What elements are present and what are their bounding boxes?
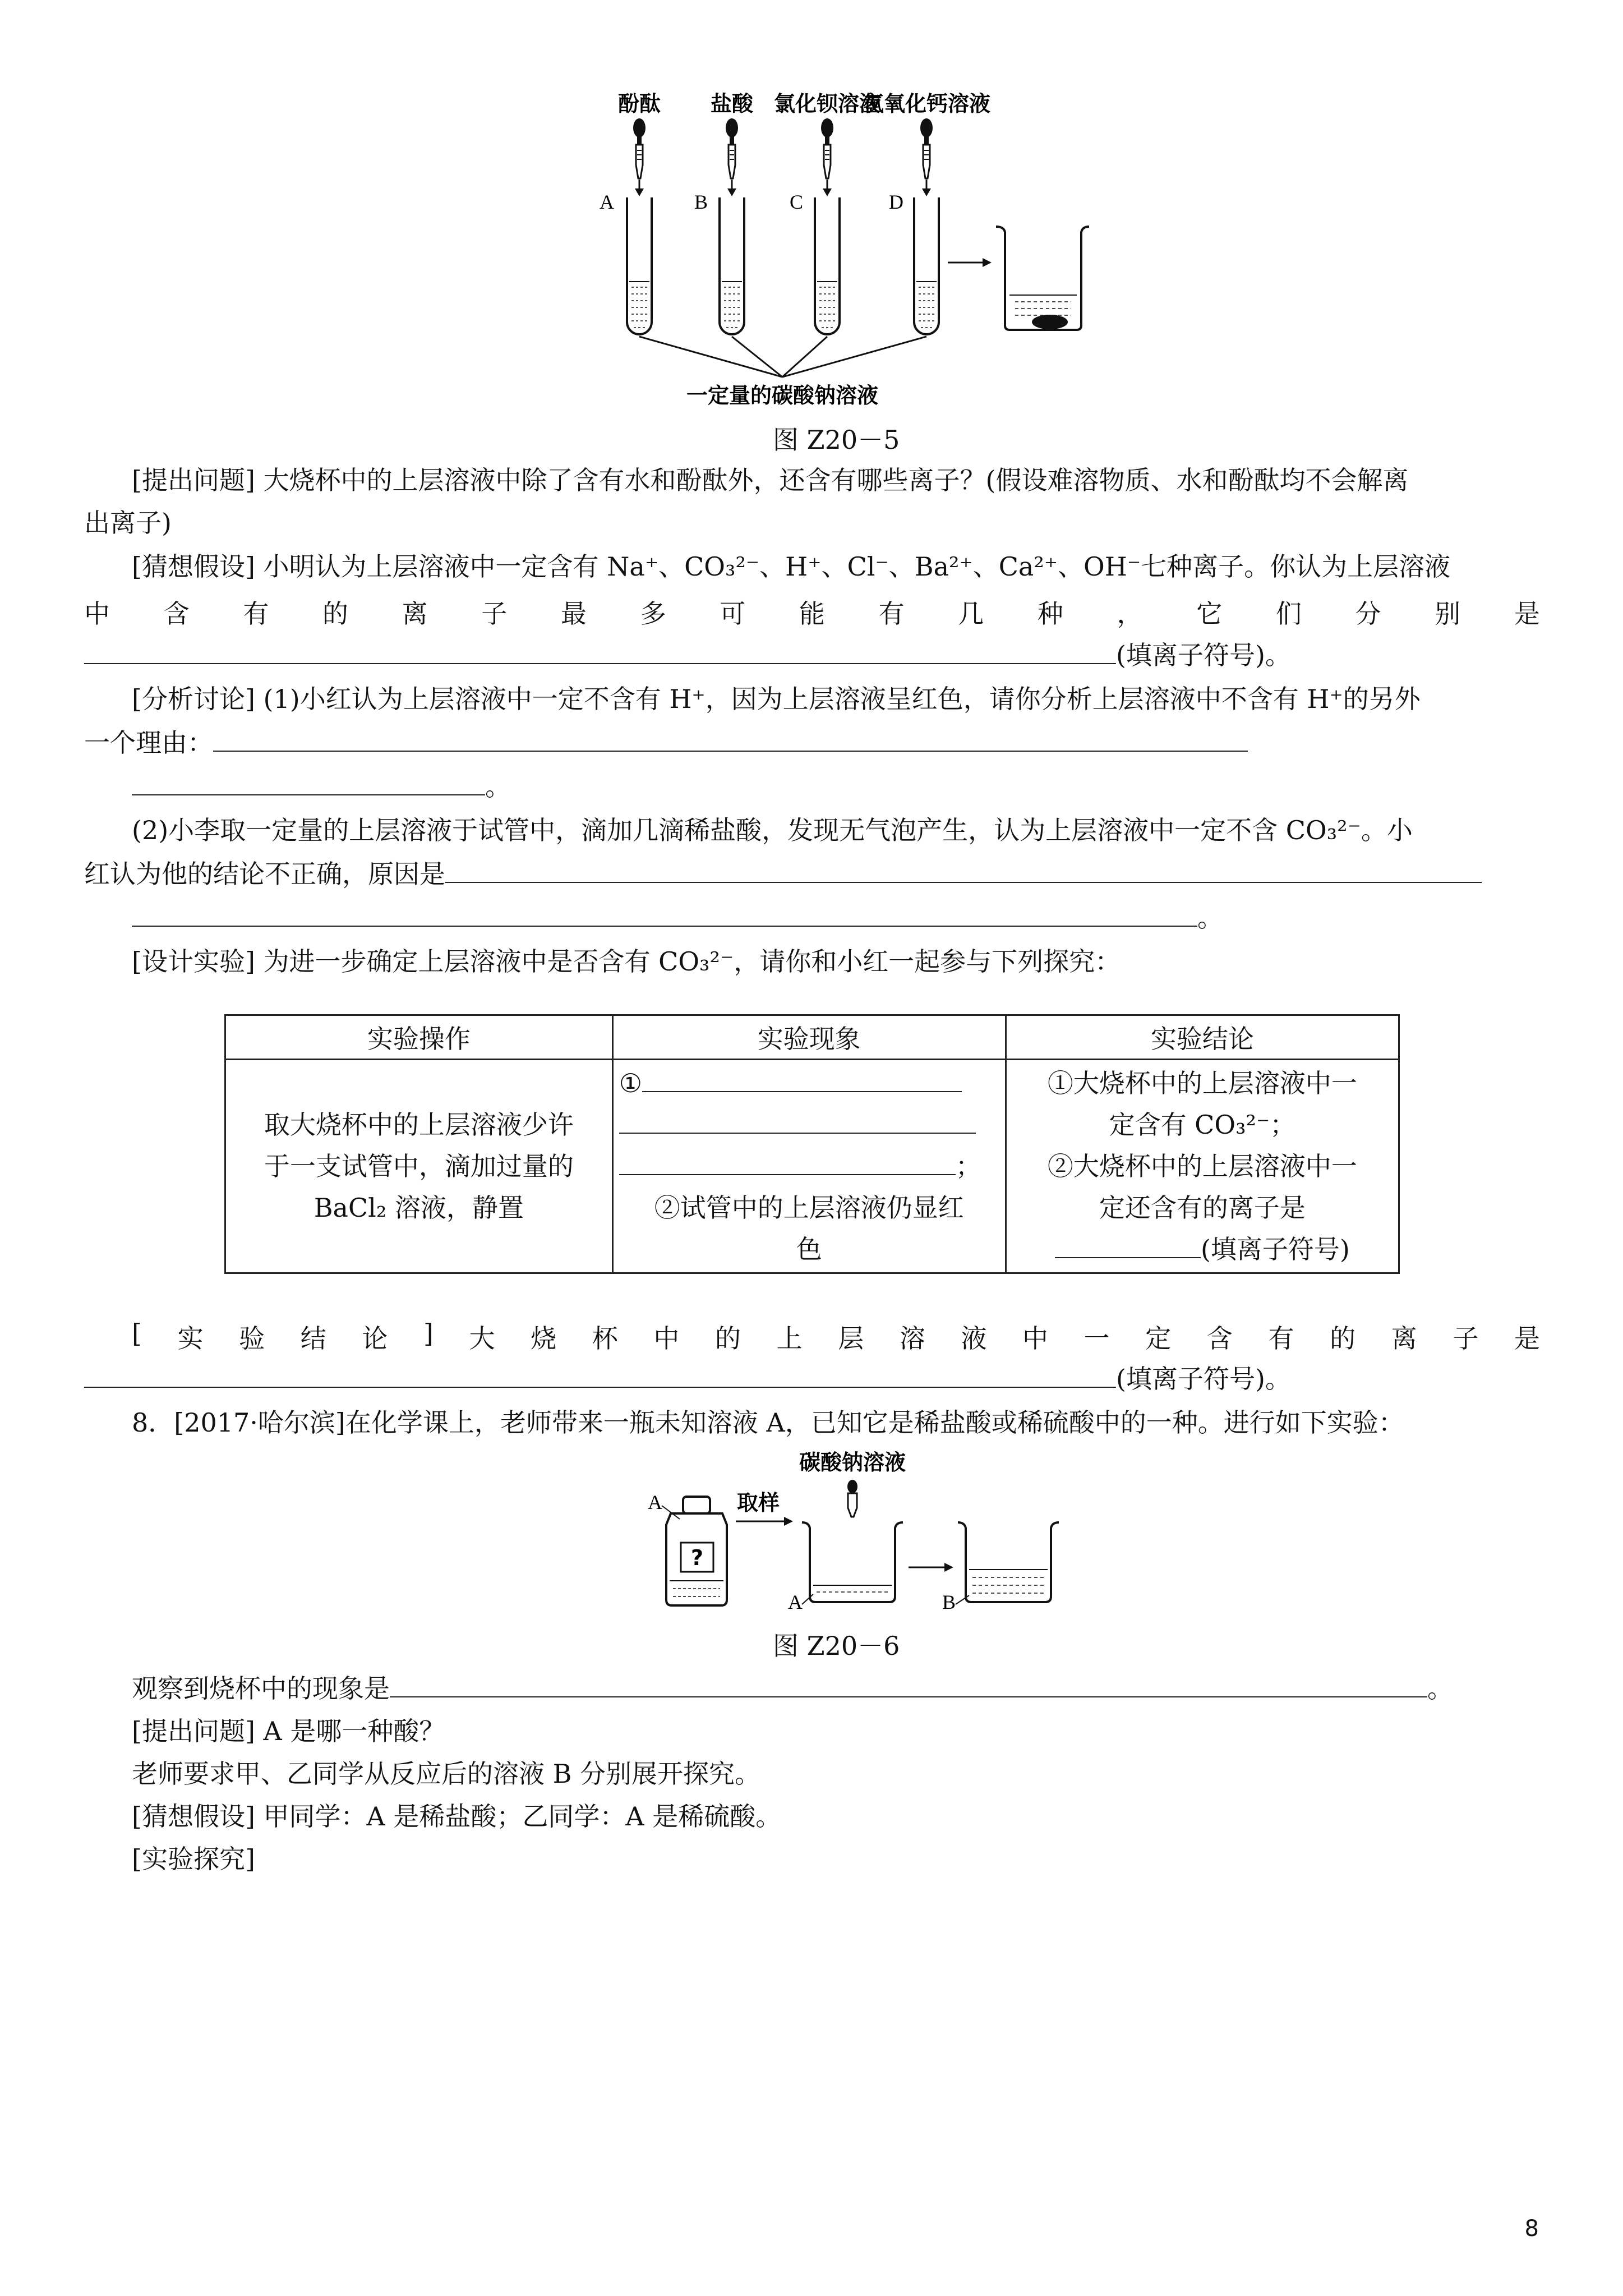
table-header-row xyxy=(225,1015,1399,1060)
conclusion-char: 子 xyxy=(1453,1323,1479,1354)
conclusion-char: [ xyxy=(132,1318,142,1349)
answer-blank-phenomenon[interactable] xyxy=(619,1108,976,1134)
conclusion-char: 是 xyxy=(1514,1323,1540,1354)
conclusion-line: 定还含有的离子是 xyxy=(1099,1193,1306,1223)
conclusion-char: 中 xyxy=(1022,1323,1049,1354)
guess-line-2 xyxy=(84,593,1540,631)
conclusion-char: 杯 xyxy=(592,1323,618,1354)
guess-char: 们 xyxy=(1275,599,1302,629)
dropper-icon xyxy=(821,118,833,196)
tube-label-c: C xyxy=(789,191,804,213)
label-phenolphthalein: 酚酞 xyxy=(617,91,661,116)
conclusion-line-2 xyxy=(84,1362,1291,1396)
guess-title: [猜想假设] xyxy=(132,551,255,582)
conclusion-char: 上 xyxy=(776,1323,803,1354)
conclusion-char: 论 xyxy=(362,1323,388,1354)
guess-char: 别 xyxy=(1435,599,1461,629)
conclusion-char: 有 xyxy=(1268,1323,1294,1354)
figure-z20-5 xyxy=(0,0,1623,426)
dropper-icon xyxy=(920,118,933,196)
guess-char: 的 xyxy=(322,599,348,629)
analysis-line-6 xyxy=(132,901,1223,935)
conclusion-char: 烧 xyxy=(531,1323,557,1354)
guess-line-1 xyxy=(132,550,1450,583)
dropper-icon xyxy=(633,118,645,196)
label-bottle-a: A xyxy=(648,1491,662,1513)
operation-line: 取大烧杯中的上层溶液少许 xyxy=(264,1110,574,1140)
experiment-table xyxy=(224,1014,1400,1274)
test-tube-d xyxy=(914,197,939,334)
guess-char: 分 xyxy=(1355,599,1381,629)
answer-blank-reason-1[interactable] xyxy=(213,726,1248,752)
conclusion-line: ②大烧杯中的上层溶液中一 xyxy=(1047,1151,1357,1181)
ask-text: 大烧杯中的上层溶液中除了含有水和酚酞外，还含有哪些离子？(假设难溶物质、水和酚酞均不会解离 xyxy=(263,465,1409,495)
test-tube-c xyxy=(815,197,840,334)
observe-text: 观察到烧杯中的现象是 xyxy=(132,1673,390,1704)
guess-char: 种 xyxy=(1037,599,1063,629)
header-operation: 实验操作 xyxy=(225,1015,613,1060)
q8-teacher: 老师要求甲、乙同学从反应后的溶液 B 分别展开探究。 xyxy=(132,1759,761,1789)
guess-text: 小明认为上层溶液中一定含有 Na⁺、CO₃²⁻、H⁺、Cl⁻、Ba²⁺、Ca²⁺、OH⁻七种离子。你认为上层溶液 xyxy=(263,551,1451,582)
analysis-text-1b: 一个理由： xyxy=(84,728,213,758)
answer-blank-reason-2b[interactable] xyxy=(132,901,1197,927)
conclusion-char: 结 xyxy=(300,1323,326,1354)
table-row xyxy=(225,1060,1399,1273)
phenomenon-line-3: ； xyxy=(619,1145,999,1187)
answer-blank-reason-1b[interactable] xyxy=(132,770,485,795)
phenomenon-line-1: ① xyxy=(619,1062,999,1104)
conclusion-char: ] xyxy=(423,1318,434,1349)
ask-line-2: 出离子) xyxy=(84,508,172,538)
conclusion-char: 验 xyxy=(239,1323,265,1354)
label-barium-chloride: 氯化钡溶液 xyxy=(773,91,881,116)
analysis-line-1 xyxy=(132,682,1421,716)
tube-label-a: A xyxy=(600,191,614,213)
conclusion-line: (填离子符号) xyxy=(1012,1228,1393,1270)
answer-blank-extra-ion[interactable] xyxy=(1055,1232,1201,1258)
conclusion-line-1 xyxy=(132,1318,1540,1355)
guess-char: 中 xyxy=(84,599,110,629)
conclusion-char: 一 xyxy=(1083,1323,1110,1354)
design-title: [设计实验] xyxy=(132,946,255,977)
period-mark: 。 xyxy=(1197,903,1223,933)
q8-ask: [提出问题] A 是哪一种酸？ xyxy=(132,1716,445,1746)
figure-z20-6 xyxy=(0,1447,1623,1616)
guess-char: 离 xyxy=(402,599,428,629)
page-number: 8 xyxy=(1524,2216,1539,2242)
tube-label-b: B xyxy=(694,191,708,213)
guess-char: 含 xyxy=(163,599,190,629)
guess-char: 它 xyxy=(1196,599,1223,629)
label-question-mark: ? xyxy=(690,1545,704,1570)
analysis-text-2b: 红认为他的结论不正确，原因是 xyxy=(84,859,445,889)
analysis-line-5 xyxy=(84,857,1482,891)
conclusion-char: 离 xyxy=(1391,1323,1417,1354)
bottom-label-sodium-carbonate: 一定量的碳酸钠溶液 xyxy=(686,383,879,408)
beaker-icon xyxy=(958,1522,1059,1602)
test-tube-a xyxy=(627,197,652,334)
conclusion-tail: (填离子符号)。 xyxy=(1116,1364,1291,1394)
observe-line: 观察到烧杯中的现象是 。 xyxy=(132,1672,1453,1705)
ask-line-1 xyxy=(132,463,1408,497)
analysis-line-2 xyxy=(84,726,1248,760)
conclusion-char: 含 xyxy=(1206,1323,1233,1354)
answer-blank-phenomenon[interactable] xyxy=(619,1149,956,1175)
answer-blank-conclusion[interactable] xyxy=(84,1362,1116,1388)
label-hydrochloric-acid: 盐酸 xyxy=(710,91,754,116)
q8-guess: [猜想假设] 甲同学：A 是稀盐酸；乙同学：A 是稀硫酸。 xyxy=(132,1801,782,1832)
label-calcium-hydroxide: 氢氧化钙溶液 xyxy=(862,91,991,116)
cell-phenomenon xyxy=(612,1060,1006,1273)
cell-conclusion xyxy=(1006,1060,1399,1273)
label-reagent: 碳酸钠溶液 xyxy=(799,1450,906,1475)
phenomenon-line-4: ②试管中的上层溶液仍显红 xyxy=(654,1193,964,1223)
label-beaker-a: A xyxy=(788,1591,803,1613)
answer-blank-phenomenon[interactable] xyxy=(642,1066,962,1092)
answer-blank-reason-2[interactable] xyxy=(445,857,1482,883)
phenomenon-line-5: 色 xyxy=(796,1234,822,1264)
conclusion-char: 大 xyxy=(469,1323,495,1354)
header-phenomenon: 实验现象 xyxy=(612,1015,1006,1060)
conclusion-char: 层 xyxy=(838,1323,864,1354)
guess-char: 几 xyxy=(958,599,984,629)
test-tube-b xyxy=(720,197,744,334)
conclusion-char: 中 xyxy=(653,1323,680,1354)
guess-line-3 xyxy=(84,638,1291,672)
q8-intro: 8．[2017·哈尔滨]在化学课上，老师带来一瓶未知溶液 A，已知它是稀盐酸或稀硫酸中的一种。进行如下实验： xyxy=(132,1407,1404,1438)
conclusion-char: 的 xyxy=(715,1323,741,1354)
answer-blank-observation[interactable] xyxy=(390,1672,1427,1697)
operation-line: 于一支试管中，滴加过量的 xyxy=(264,1151,574,1181)
period-mark: 。 xyxy=(485,771,511,802)
conclusion-char: 液 xyxy=(961,1323,987,1354)
q8-explore: [实验探究] xyxy=(132,1844,255,1874)
analysis-text-1: (1)小红认为上层溶液中一定不含有 H⁺，因为上层溶液呈红色，请你分析上层溶液中不含有 H⁺的另外 xyxy=(263,684,1421,714)
conclusion-line: ①大烧杯中的上层溶液中一 xyxy=(1047,1068,1357,1098)
guess-char: 多 xyxy=(640,599,666,629)
design-line xyxy=(132,945,1121,978)
analysis-title: [分析讨论] xyxy=(132,684,255,714)
guess-char: 是 xyxy=(1514,599,1540,629)
answer-blank-ions[interactable] xyxy=(84,638,1116,664)
analysis-line-3 xyxy=(132,770,511,803)
phenomenon-line-2 xyxy=(619,1104,999,1145)
ask-title: [提出问题] xyxy=(132,465,255,495)
operation-line: BaCl₂ 溶液，静置 xyxy=(313,1193,524,1223)
label-beaker-b: B xyxy=(942,1591,956,1613)
design-text: 为进一步确定上层溶液中是否含有 CO₃²⁻，请你和小红一起参与下列探究： xyxy=(263,946,1121,977)
figure-caption-z20-6: 图 Z20－6 xyxy=(773,1631,900,1661)
tube-label-d: D xyxy=(889,191,903,213)
guess-char: 可 xyxy=(720,599,746,629)
guess-char: 最 xyxy=(560,599,587,629)
guess-tail: (填离子符号)。 xyxy=(1116,640,1291,670)
analysis-line-4: (2)小李取一定量的上层溶液于试管中，滴加几滴稀盐酸，发现无气泡产生，认为上层溶液中一定不含 CO₃²⁻。小 xyxy=(132,815,1413,845)
guess-char: 有 xyxy=(878,599,905,629)
label-sampling: 取样 xyxy=(736,1490,780,1515)
conclusion-char: 的 xyxy=(1330,1323,1356,1354)
figure-caption-z20-5: 图 Z20－5 xyxy=(773,425,900,455)
guess-char: ， xyxy=(1117,599,1143,629)
guess-char: 有 xyxy=(243,599,269,629)
dropper-icon xyxy=(847,1480,857,1517)
header-conclusion: 实验结论 xyxy=(1006,1015,1399,1060)
guess-char: 能 xyxy=(799,599,825,629)
dropper-icon xyxy=(726,118,738,196)
converging-lines xyxy=(639,337,926,377)
conclusion-line: 定含有 CO₃²⁻； xyxy=(1109,1110,1296,1140)
cell-operation xyxy=(225,1060,613,1273)
beaker-icon xyxy=(996,227,1089,330)
conclusion-char: 实 xyxy=(177,1323,204,1354)
conclusion-char: 溶 xyxy=(899,1323,925,1354)
guess-char: 子 xyxy=(481,599,508,629)
beaker-icon xyxy=(802,1522,903,1602)
conclusion-char: 定 xyxy=(1145,1323,1172,1354)
